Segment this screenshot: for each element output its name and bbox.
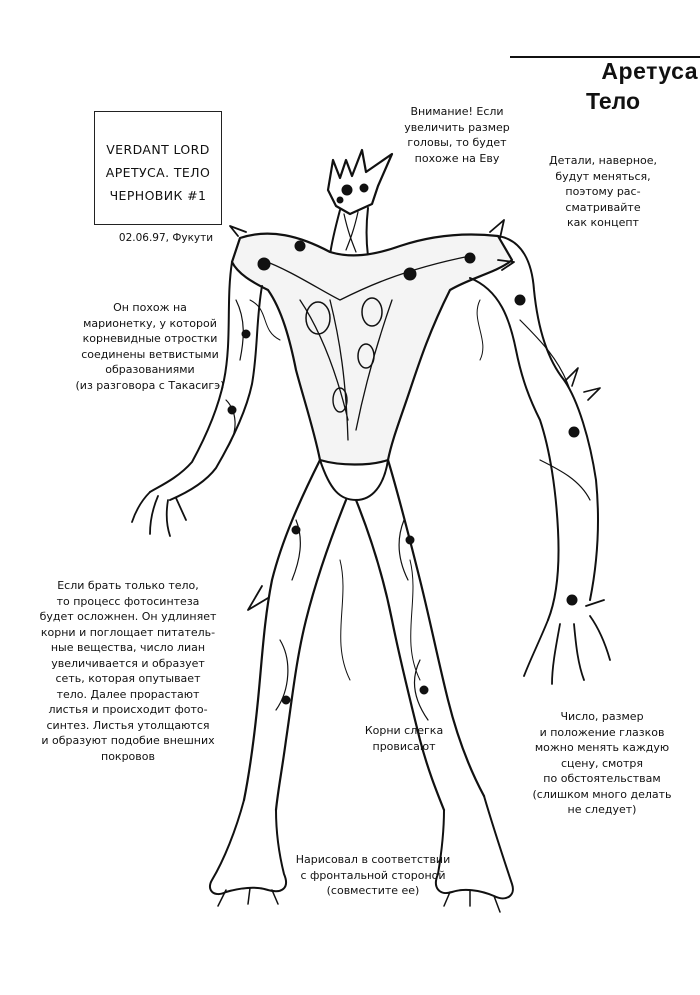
creature-left-hand — [132, 492, 186, 536]
note-warning: Внимание! Если увеличить размер головы, то будет похоже на Еву — [404, 105, 510, 165]
creature-left-leg — [244, 460, 346, 810]
title-name: Аретуса — [601, 58, 698, 84]
creature-right-hand — [524, 600, 610, 684]
title-subtitle: Тело — [585, 88, 640, 114]
creature-right-leg — [356, 460, 484, 810]
header-line-3: ЧЕРНОВИК #1 — [109, 188, 207, 203]
note-photosynthesis: Если брать только тело, то процесс фотосинтеза будет осложнен. Он удлиняет корни и поглощает питатель- ные вещества, число лиан увеличивается и образует сеть, которая опутывает тело. Далее прорастают листья и происходит фото- синтез. Листья утолщаются и образуют подобие внешних покровов — [39, 579, 217, 763]
header-line-2: АРЕТУСА. ТЕЛО — [105, 165, 211, 180]
note-front: Нарисовал в соответствии с фронтальной стороной (совместите ее) — [295, 853, 451, 897]
header-line-1: VERDANT LORD — [106, 142, 210, 157]
note-eyes: Число, размер и положение глазков можно менять каждую сцену, смотря по обстоятельствам (слишком много делать не следует) — [532, 710, 672, 816]
note-roots: Корни слегка провисают — [364, 724, 444, 753]
date-signature: 02.06.97, Фукути — [118, 232, 214, 244]
note-marionette: Он похож на марионетку, у которой корневидные отростки соединены ветвистыми образованиями (из разговора с Такасигэ) — [75, 301, 225, 392]
note-details: Детали, наверное, будут меняться, поэтому рас- сматривайте как концепт — [548, 154, 658, 229]
creature-right-arm — [470, 236, 598, 620]
